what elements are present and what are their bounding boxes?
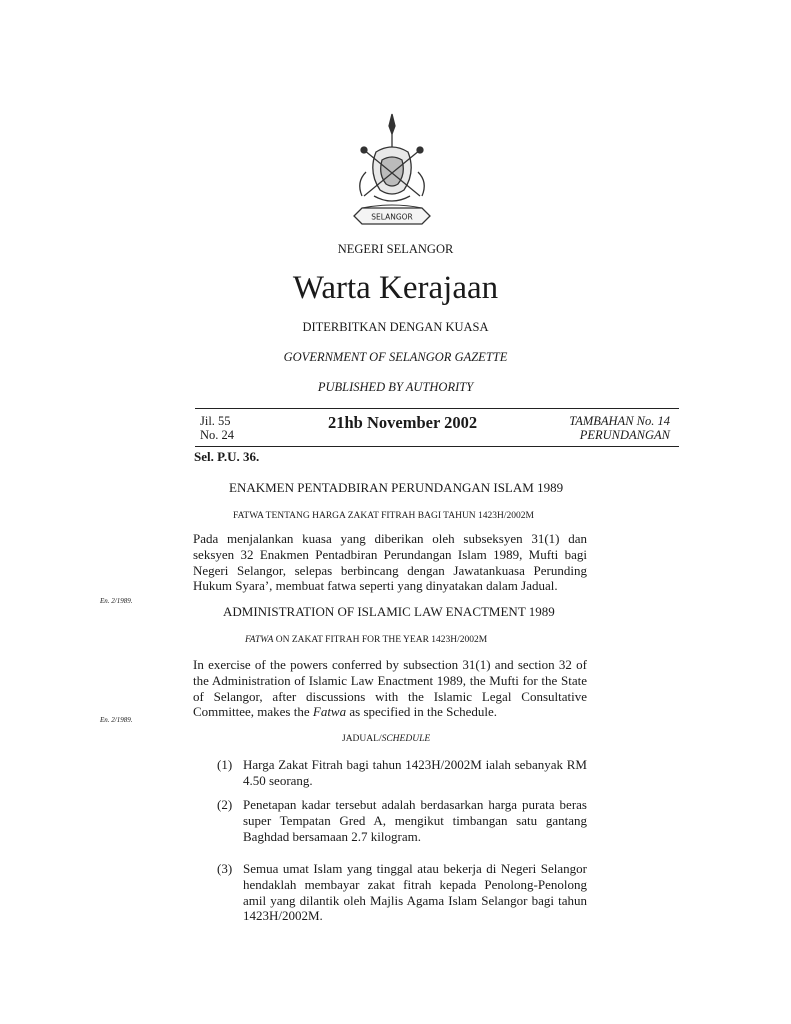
schedule-item-number: (1) <box>217 757 233 772</box>
malay-fatwa-title: FATWA TENTANG HARGA ZAKAT FITRAH BAGI TAHUN 1423H/2002M <box>233 511 534 521</box>
volume-number: Jil. 55 <box>200 414 231 428</box>
english-paragraph-fatwa: Fatwa <box>312 704 347 720</box>
schedule-item-text: Harga Zakat Fitrah bagi tahun 1423H/2002M ialah sebanyak RM 4.50 seorang. <box>243 757 587 788</box>
schedule-item-text: Semua umat Islam yang tinggal atau bekerja di Negeri Selangor hendaklah membayar zakat fitrah kepada Penolong-Penolong amil yang dilantik oleh Majlis Agama Islam Selangor bagi tahun 1423H/2002M. <box>243 861 587 924</box>
margin-note-english: En. 2/1989. <box>100 716 133 724</box>
english-paragraph-end: as specified in the Schedule. <box>346 704 498 720</box>
supplement-number: TAMBAHAN No. 14 <box>569 414 670 428</box>
malay-preamble-paragraph: Pada menjalankan kuasa yang diberikan oleh subseksyen 31(1) dan seksyen 32 Enakmen Pentadbiran Perundangan Islam 1989, Mufti bagi Negeri Selangor, selepas berbincang dengan Jawatankuasa Perunding Hukum Syara’, membuat fatwa seperti yang dinyatakan dalam Jadual. <box>193 531 587 594</box>
published-by-authority: PUBLISHED BY AUTHORITY <box>317 380 474 394</box>
gazette-title: Warta Kerajaan <box>292 270 499 306</box>
issue-number: No. 24 <box>200 428 235 442</box>
subtitle-english: GOVERNMENT OF SELANGOR GAZETTE <box>283 350 508 364</box>
margin-note-malay: En. 2/1989. <box>100 597 133 605</box>
fatwa-italic-word: FATWA <box>245 635 274 645</box>
masthead-bottom-rule <box>195 446 679 447</box>
selangor-crest-icon <box>346 112 438 240</box>
legislation-label: PERUNDANGAN <box>579 428 670 442</box>
crest-ribbon-text: SELANGOR <box>371 212 413 222</box>
schedule-word: SCHEDULE <box>381 734 431 744</box>
schedule-item <box>217 797 587 844</box>
schedule-heading <box>342 734 430 744</box>
schedule-item <box>217 861 587 924</box>
subtitle-malay: DITERBITKAN DENGAN KUASA <box>302 320 489 334</box>
schedule-item-number: (3) <box>217 861 233 876</box>
english-paragraph-start: In exercise of the powers conferred by subsection 31(1) and section 32 of the Administration of Islamic Law Enactment 1989, the Mufti for the State of Selangor, after discussions with the Islamic Legal Consultative Committee, makes the <box>193 657 587 720</box>
masthead-top-rule <box>195 408 679 409</box>
issue-date: 21hb November 2002 <box>328 413 478 432</box>
malay-enactment-heading: ENAKMEN PENTADBIRAN PERUNDANGAN ISLAM 1989 <box>229 480 564 495</box>
schedule-jadual: JADUAL/ <box>342 734 382 744</box>
schedule-item-text: Penetapan kadar tersebut adalah berdasarkan harga purata beras super Tempatan Gred A, mengikut timbangan satu gantang Baghdad bersamaan 2.7 kilogram. <box>243 797 587 844</box>
state-name: NEGERI SELANGOR <box>337 242 454 256</box>
schedule-item-number: (2) <box>217 797 233 812</box>
english-preamble-paragraph <box>193 657 587 720</box>
legal-reference: Sel. P.U. 36. <box>194 449 260 464</box>
schedule-item <box>217 757 587 789</box>
english-enactment-heading: ADMINISTRATION OF ISLAMIC LAW ENACTMENT 1989 <box>223 604 555 619</box>
english-fatwa-title <box>245 635 487 645</box>
english-fatwa-title-rest: ON ZAKAT FITRAH FOR THE YEAR 1423H/2002M <box>273 635 488 645</box>
